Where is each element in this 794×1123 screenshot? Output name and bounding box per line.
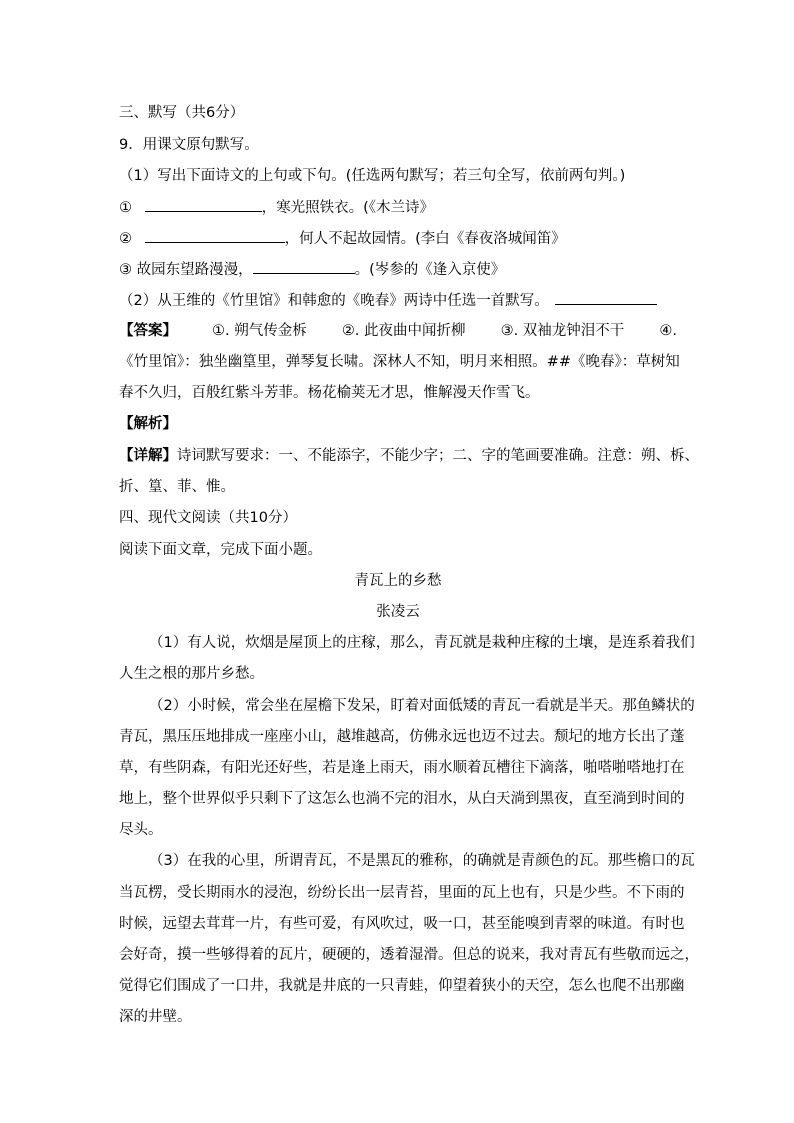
answer-label: 【答案】 [119,323,177,339]
answer-item-4: ④. [659,323,677,339]
p3-line-1: （3）在我的心里，所谓青瓦，不是黑瓦的雅称，的确就是青颜色的瓦。那些檐口的瓦 [149,853,695,869]
analysis-label: 【解析】 [119,416,177,432]
poem-item-2 [119,228,677,249]
q9-2 [119,290,677,311]
p2-line-5: 尽头。 [119,822,163,838]
detail-line-2: 折、篁、菲、惟。 [119,479,235,495]
p3-line-5: 觉得它们围成了一口井，我就是井底的一只青蛙，仰望着狭小的天空，怎么也爬不出那幽 [119,978,685,994]
detail-label: 【详解】 [119,448,177,464]
item1-tail: ，寒光照铁衣。(《木兰诗》 [261,200,435,216]
item3-tail: 。(岑参的《逢入京使》 [354,262,506,278]
q9-2-text: （2）从王维的《竹里馆》和韩愈的《晚春》两诗中任选一首默写。 [119,293,549,309]
q9-1-instruction: （1）写出下面诗文的上句或下句。(任选两句默写；若三句全写，依前两句判。) [119,168,626,184]
answer-item-2: ②. 此夜曲中闻折柳 [341,323,466,339]
p2-line-4: 地上，整个世界似乎只剩下了这怎么也淌不完的泪水，从白天淌到黑夜，直至淌到时间的 [119,791,685,807]
fill-blank-1[interactable] [145,197,262,212]
p1-line-2: 人生之根的那片乡愁。 [119,666,264,682]
item2-tail: ，何人不起故园情。(李白《春夜洛城闻笛》 [284,231,566,247]
p3-line-2: 当瓦楞，受长期雨水的浸泡，纷纷长出一层青苔，里面的瓦上也有，只是少些。不下雨的 [119,885,685,901]
p2-line-1: （2）小时候，常会坐在屋檐下发呆，盯着对面低矮的青瓦一看就是半天。那鱼鳞状的 [149,698,695,714]
answer-line-2: 《竹里馆》：独坐幽篁里，弹琴复长啸。深林人不知，明月来相照。##《晚春》：草树知 [119,354,680,370]
detail-text-1: 诗词默写要求：一、不能添字，不能少字；二、字的笔画要准确。注意：朔、柝、 [177,448,699,464]
article-author: 张凌云 [376,604,420,620]
p2-line-2: 青瓦，黑压压地排成一座座小山，越堆越高，仿佛永远也迈不过去。颓圮的地方长出了蓬 [119,729,685,745]
p1-line-1: （1）有人说，炊烟是屋顶上的庄稼，那么，青瓦就是栽种庄稼的土壤，是连系着我们 [149,635,695,651]
q9-title: 9．用课文原句默写。 [119,137,259,153]
poem-item-3 [119,259,677,280]
detail-line-1 [119,446,699,466]
section4-instruction: 阅读下面文章，完成下面小题。 [119,542,322,558]
answer-line-1 [119,321,677,341]
poem-item-1 [119,197,677,218]
answer-item-1: ①. 朔气传金柝 [212,323,307,339]
item1-num: ① [119,200,132,216]
item3-head: ③ 故园东望路漫漫， [119,262,253,278]
fill-blank-2[interactable] [145,228,285,243]
answer-line-3: 春不久归，百般红紫斗芳菲。杨花榆荚无才思，惟解漫天作雪飞。 [119,385,540,401]
p3-line-4: 会好奇，摸一些够得着的瓦片，硬硬的，透着湿滑。但总的说来，我对青瓦有些敬而远之， [119,947,699,963]
p2-line-3: 草，有些阴森，有阳光还好些，若是逢上雨天，雨水顺着瓦槽往下滴落，啪嗒啪嗒地打在 [119,760,685,776]
item2-num: ② [119,231,132,247]
answer-item-3: ③. 双袖龙钟泪不干 [500,323,625,339]
p3-line-6: 深的井壁。 [119,1009,192,1025]
section3-heading: 三、默写（共6分） [119,105,245,121]
fill-blank-4[interactable] [555,290,657,305]
p3-line-3: 时候，远望去茸茸一片，有些可爱，有风吹过，吸一口，甚至能嗅到青翠的味道。有时也 [119,916,685,932]
fill-blank-3[interactable] [253,259,355,274]
article-title: 青瓦上的乡愁 [354,573,442,589]
section4-heading: 四、现代文阅读（共10分） [119,510,297,526]
